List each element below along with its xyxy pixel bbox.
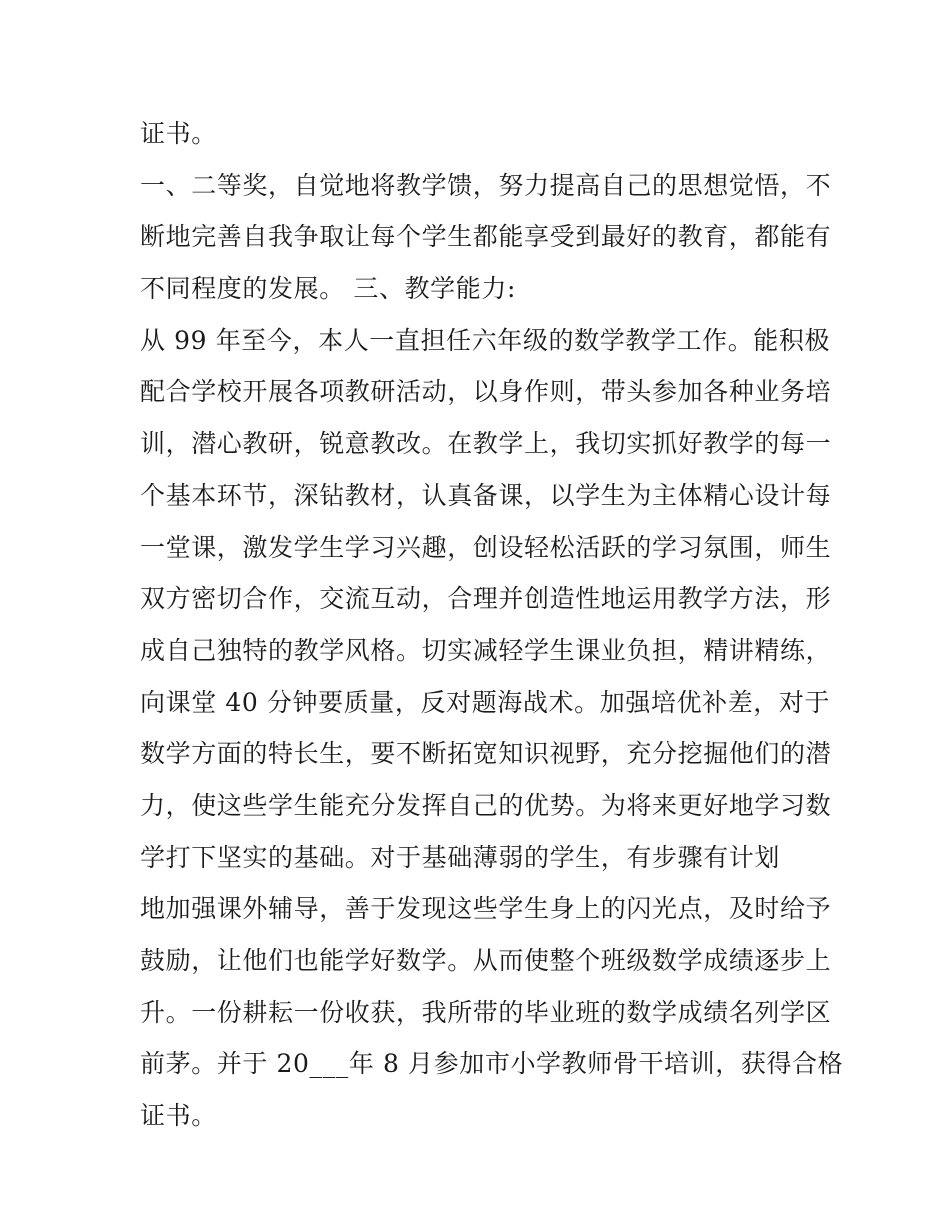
text-line: 成自己独特的教学风格。切实减轻学生课业负担，精讲精练，	[140, 635, 832, 665]
text-line: 断地完善自我争取让每个学生都能享受到最好的教育，都能有	[140, 222, 832, 252]
text-line: 从 99 年至今，本人一直担任六年级的数学教学工作。能积极	[140, 325, 831, 355]
text-line: 个基本环节，深钻教材，认真备课，以学生为主体精心设计每	[140, 480, 832, 510]
text-line: 学打下坚实的基础。对于基础薄弱的学生，有步骤有计划	[140, 842, 781, 872]
text-line: 向课堂 40 分钟要质量，反对题海战术。加强培优补差，对于	[140, 687, 831, 717]
text-line: 鼓励，让他们也能学好数学。从而使整个班级数学成绩逐步上	[140, 946, 832, 975]
text-line: 前茅。并于 20___年 8 月参加市小学教师骨干培训，获得合格	[140, 1049, 844, 1079]
text-line: 地加强课外辅导，善于发现这些学生身上的闪光点，及时给予	[140, 894, 832, 924]
body-text	[140, 108, 844, 1142]
text-line: 配合学校开展各项教研活动，以身作则，带头参加各种业务培	[140, 377, 832, 407]
text-line: 双方密切合作，交流互动，合理并创造性地运用教学方法，形	[140, 584, 832, 614]
text-line: 一、二等奖，自觉地将教学馈，努力提高自己的思想觉悟，不	[140, 170, 832, 200]
text-line: 升。一份耕耘一份收获，我所带的毕业班的数学成绩名列学区	[140, 997, 832, 1027]
text-line: 训，潜心教研，锐意教改。在教学上，我切实抓好教学的每一	[140, 429, 832, 459]
text-line: 数学方面的特长生，要不断拓宽知识视野，充分挖掘他们的潜	[140, 739, 832, 769]
text-line: 力，使这些学生能充分发挥自己的优势。为将来更好地学习数	[140, 790, 832, 820]
text-line: 证书。	[140, 119, 217, 148]
text-line: 不同程度的发展。 三、教学能力:	[140, 274, 516, 304]
text-line: 证书。	[140, 1101, 217, 1131]
text-line: 一堂课，激发学生学习兴趣，创设轻松活跃的学习氛围，师生	[140, 532, 832, 562]
